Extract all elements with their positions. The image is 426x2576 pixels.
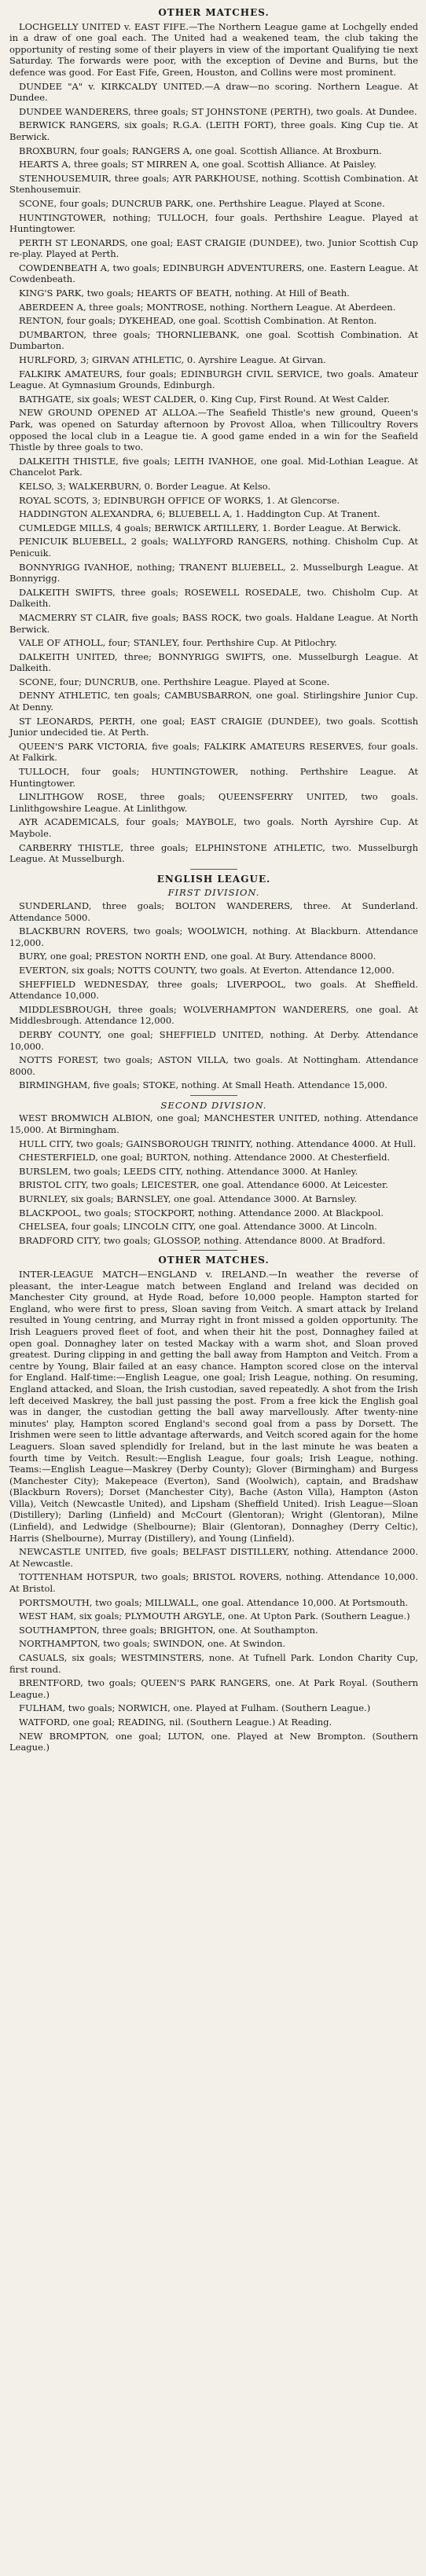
match-report: COWDENBEATH A, two goals; EDINBURGH ADVENTURERS, one. Eastern League. At Cowdenbeath. (9, 262, 418, 285)
section-divider (190, 869, 237, 870)
match-report: DALKEITH UNITED, three; BONNYRIGG SWIFTS, one. Musselburgh League. At Dalkeith. (9, 650, 418, 674)
match-report: KELSO, 3; WALKERBURN, 0. Border League. At Kelso. (19, 480, 271, 492)
section-heading: ENGLISH LEAGUE. (156, 873, 271, 885)
match-report: SCONE, four; DUNCRUB, one. Perthshire League. Played at Scone. (19, 676, 330, 687)
match-report: PENICUIK BLUEBELL, 2 goals; WALLYFORD RANGERS, nothing. Chisholm Cup. At Penicuik. (9, 536, 418, 559)
match-report: BRENTFORD, two goals; QUEEN'S PARK RANGERS, one. At Park Royal. (Southern League.) (9, 1677, 418, 1700)
match-report: QUEEN'S PARK VICTORIA, five goals; FALKIRK AMATEURS RESERVES, four goals. At Falkirk. (9, 740, 418, 764)
match-report: CHELSEA, four goals; LINCOLN CITY, one goal. Attendance 3000. At Lincoln. (19, 1221, 377, 1233)
match-report: WEST HAM, six goals; PLYMOUTH ARGYLE, one. At Upton Park. (Southern League.) (19, 1610, 410, 1622)
match-report: BURNLEY, six goals; BARNSLEY, one goal. Attendance 3000. At Barnsley. (19, 1193, 358, 1205)
section-heading: OTHER MATCHES. (158, 7, 270, 18)
match-report: FALKIRK AMATEURS, four goals; EDINBURGH CIVIL SERVICE, two goals. Amateur League. At Gymnasium Grounds, Edinburgh. (9, 368, 418, 391)
match-report: EVERTON, six goals; NOTTS COUNTY, two goals. At Everton. Attendance 12,000. (19, 964, 395, 976)
section-heading: OTHER MATCHES. (158, 1255, 270, 1266)
match-report: DUMBARTON, three goals; THORNLIEBANK, one goal. Scottish Combination. At Dumbarton. (9, 328, 418, 352)
match-report: DUNDEE WANDERERS, three goals; ST JOHNSTONE (PERTH), two goals. At Dundee. (19, 105, 417, 117)
match-report: NEWCASTLE UNITED, five goals; BELFAST DISTILLERY, nothing. Attendance 2000. At Newcastle. (9, 1546, 418, 1569)
match-report: SOUTHAMPTON, three goals; BRIGHTON, one. At Southampton. (19, 1624, 318, 1636)
match-report: DALKEITH THISTLE, five goals; LEITH IVANHOE, one goal. Mid-Lothian League. At Chancelot Park. (9, 455, 418, 478)
match-report: LINLITHGOW ROSE, three goals; QUEENSFERRY UNITED, two goals. Linlithgowshire League. At Linlithgow. (9, 791, 418, 814)
match-report: CHESTERFIELD, one goal; BURTON, nothing. Attendance 2000. At Chesterfield. (19, 1152, 391, 1163)
match-report: ROYAL SCOTS, 3; EDINBURGH OFFICE OF WORKS, 1. At Glencorse. (19, 494, 340, 506)
match-report: MACMERRY ST CLAIR, five goals; BASS ROCK, two goals. Haldane League. At North Berwick. (9, 611, 418, 635)
match-report: SHEFFIELD WEDNESDAY, three goals; LIVERPOOL, two goals. At Sheffield. Attendance 10,000. (9, 978, 418, 1002)
match-report: BATHGATE, six goals; WEST CALDER, 0. King Cup, First Round. At West Calder. (19, 393, 391, 405)
match-report: WEST BROMWICH ALBION, one goal; MANCHESTER UNITED, nothing. Attendance 15,000. At Birmingham. (9, 1112, 418, 1136)
match-report: ST LEONARDS, PERTH, one goal; EAST CRAIGIE (DUNDEE), two goals. Scottish Junior undecided tie. At Perth. (9, 715, 418, 738)
match-report: BRISTOL CITY, two goals; LEICESTER, one goal. Attendance 6000. At Leicester. (19, 1179, 388, 1191)
match-report: FULHAM, two goals; NORWICH, one. Played at Fulham. (Southern League.) (19, 1702, 371, 1714)
match-report: NORTHAMPTON, two goals; SWINDON, one. At Swindon. (19, 1638, 286, 1650)
match-report: KING'S PARK, two goals; HEARTS OF BEATH, nothing. At Hill of Beath. (19, 288, 350, 299)
match-report: HEARTS A, three goals; ST MIRREN A, one goal. Scottish Alliance. At Paisley. (19, 159, 376, 170)
match-report: HADDINGTON ALEXANDRA, 6; BLUEBELL A, 1. Haddington Cup. At Tranent. (19, 508, 380, 520)
match-report: BLACKPOOL, two goals; STOCKPORT, nothing. Attendance 2000. At Blackpool. (19, 1207, 384, 1218)
section-divider (190, 1250, 237, 1251)
match-report: DERBY COUNTY, one goal; SHEFFIELD UNITED, nothing. At Derby. Attendance 10,000. (9, 1028, 418, 1052)
match-report: TOTTENHAM HOTSPUR, two goals; BRISTOL ROVERS, nothing. Attendance 10,000. At Bristol. (9, 1571, 418, 1595)
match-report: SCONE, four goals; DUNCRUB PARK, one. Perthshire League. Played at Scone. (19, 197, 385, 209)
match-report: CARBERRY THISTLE, three goals; ELPHINSTONE ATHLETIC, two. Musselburgh League. At Musselburgh. (9, 841, 418, 865)
match-report: BIRMINGHAM, five goals; STOKE, nothing. At Small Heath. Attendance 15,000. (19, 1079, 387, 1091)
match-report: DENNY ATHLETIC, ten goals; CAMBUSBARRON, one goal. Stirlingshire Junior Cup. At Denny. (9, 690, 418, 713)
match-report: HUNTINGTOWER, nothing; TULLOCH, four goals. Perthshire League. Played at Huntingtower. (9, 211, 418, 235)
match-report: BERWICK RANGERS, six goals; R.G.A. (LEITH FORT), three goals. King Cup tie. At Berwick. (9, 119, 418, 142)
section-divider (190, 1095, 237, 1096)
match-report: PERTH ST LEONARDS, one goal; EAST CRAIGIE (DUNDEE), two. Junior Scottish Cup re-play. Played at Perth. (9, 236, 418, 260)
match-report: NEW GROUND OPENED AT ALLOA.—The Seafield Thistle's new ground, Queen's Park, was opened on Saturday afternoon by Provost Alloa, when Tillicoultry Rovers opposed the local club in a League tie. A good game ended in a win for the Seafield Thistle by three goals to two. (9, 407, 418, 453)
match-report: RENTON, four goals; DYKEHEAD, one goal. Scottish Combination. At Renton. (19, 315, 377, 327)
match-report: SUNDERLAND, three goals; BOLTON WANDERERS, three. At Sunderland. Attendance 5000. (9, 900, 418, 923)
section-subheading: FIRST DIVISION. (167, 887, 260, 899)
match-report: LOCHGELLY UNITED v. EAST FIFE.—The Northern League game at Lochgelly ended in a draw of one goal each. The United had a weakened team, the club taking the opportunity of resting some of their players in view of the important Qualifying tie next Saturday. The forwards were poor, with the exception of Devine and Burns, but the defence was good. For East Fife, Green, Houston, and Collins were most prominent. (9, 20, 418, 78)
match-report: WATFORD, one goal; READING, nil. (Southern League.) At Reading. (19, 1716, 332, 1728)
match-report: ABERDEEN A, three goals; MONTROSE, nothing. Northern League. At Aberdeen. (19, 301, 396, 313)
match-report: NOTTS FOREST, two goals; ASTON VILLA, two goals. At Nottingham. Attendance 8000. (9, 1054, 418, 1077)
match-report: BONNYRIGG IVANHOE, nothing; TRANENT BLUEBELL, 2. Musselburgh League. At Bonnyrigg. (9, 561, 418, 584)
match-report: BURSLEM, two goals; LEEDS CITY, nothing. Attendance 3000. At Hanley. (19, 1165, 358, 1177)
match-report: MIDDLESBROUGH, three goals; WOLVERHAMPTON WANDERERS, one goal. At Middlesbrough. Attendance 12,000. (9, 1003, 418, 1027)
match-report: INTER-LEAGUE MATCH—ENGLAND v. IRELAND.—In weather the reverse of pleasant, the inter-League match between England and Ireland was decided on Manchester City ground, at Hyde Road, before 10,000 people. Hampton started for England, who were first to press, Sloan saving from Veitch. A smart attack by Ireland resulted in Young centring, and Murray right in front missed a golden opportunity. The Irish Leaguers proved fleet of foot, and when their hit the post, Donnaghey failed at open goal. Donnaghey later on tested Mackay with a warm shot, and Sloan proved greatest. During clipping in and getting the ball away from Hampton and Veitch. From a centre by Young, Blair failed at an easy chance. Hampton scored close on the interval for England. Half-time:—English League, one goal; Irish League, nothing. On resuming, England attacked, and Sloan, the Irish custodian, saved repeatedly. A shot from the Irish left deceived Maskrey, the ball just passing the post. From a free kick the English goal was in danger, the custodian getting the ball away marvellously. After twenty-nine minutes' play, Hampton scored England's second goal from a pass by Dorsett. The Irishmen were seen to little advantage afterwards, and Veitch scored again for the home Leaguers. Sloan saved splendidly for Ireland, but in the last minute he was beaten a fourth time by Veitch. Result:—English League, four goals; Irish League, nothing. Teams:—English League—Maskrey (Derby County); Glover (Birmingham) and Burgess (Manchester City); Makepeace (Everton), Sand (Woolwich), captain, and Bradshaw (Blackburn Rovers); Dorset (Manchester City), Bache (Aston Villa), Hampton (Aston Villa), Veitch (Newcastle United), and Lipsham (Sheffield United). Irish League—Sloan (Distillery); Darling (Linfield) and McCourt (Glentoran); Wright (Glentoran), Milne (Linfield), and Ledwidge (Shelbourne); Blair (Glentoran), Donnaghey (Derry Celtic), Harris (Shelbourne), Murray (Distillery), and Young (Linfield). (9, 1269, 418, 1544)
match-report: NEW BROMPTON, one goal; LUTON, one. Played at New Brompton. (Southern League.) (9, 1730, 418, 1753)
match-report: PORTSMOUTH, two goals; MILLWALL, one goal. Attendance 10,000. At Portsmouth. (19, 1596, 409, 1608)
match-report: AYR ACADEMICALS, four goals; MAYBOLE, two goals. North Ayrshire Cup. At Maybole. (9, 816, 418, 839)
match-report: CUMLEDGE MILLS, 4 goals; BERWICK ARTILLERY, 1. Border League. At Berwick. (19, 522, 402, 533)
match-report: DUNDEE "A" v. KIRKCALDY UNITED.—A draw—no scoring. Northern League. At Dundee. (9, 80, 418, 104)
match-report: BLACKBURN ROVERS, two goals; WOOLWICH, nothing. At Blackburn. Attendance 12,000. (9, 925, 418, 948)
match-report: HURLFORD, 3; GIRVAN ATHLETIC, 0. Ayrshire League. At Girvan. (19, 354, 326, 366)
match-report: HULL CITY, two goals; GAINSBOROUGH TRINITY, nothing. Attendance 4000. At Hull. (19, 1138, 417, 1149)
match-report: STENHOUSEMUIR, three goals; AYR PARKHOUSE, nothing. Scottish Combination. At Stenhousemuir. (9, 172, 418, 196)
match-report: BURY, one goal; PRESTON NORTH END, one goal. At Bury. Attendance 8000. (19, 951, 376, 962)
match-report: TULLOCH, four goals; HUNTINGTOWER, nothing. Perthshire League. At Huntingtower. (9, 766, 418, 789)
match-report: BRADFORD CITY, two goals; GLOSSOP, nothing. Attendance 8000. At Bradford. (19, 1234, 386, 1246)
section-subheading: SECOND DIVISION. (160, 1099, 267, 1111)
match-report: DALKEITH SWIFTS, three goals; ROSEWELL ROSEDALE, two. Chisholm Cup. At Dalkeith. (9, 586, 418, 610)
match-report: CASUALS, six goals; WESTMINSTERS, none. At Tufnell Park. London Charity Cup, first round. (9, 1652, 418, 1675)
match-report: VALE OF ATHOLL, four; STANLEY, four. Perthshire Cup. At Pitlochry. (19, 637, 337, 649)
match-report: BROXBURN, four goals; RANGERS A, one goal. Scottish Alliance. At Broxburn. (19, 145, 382, 156)
